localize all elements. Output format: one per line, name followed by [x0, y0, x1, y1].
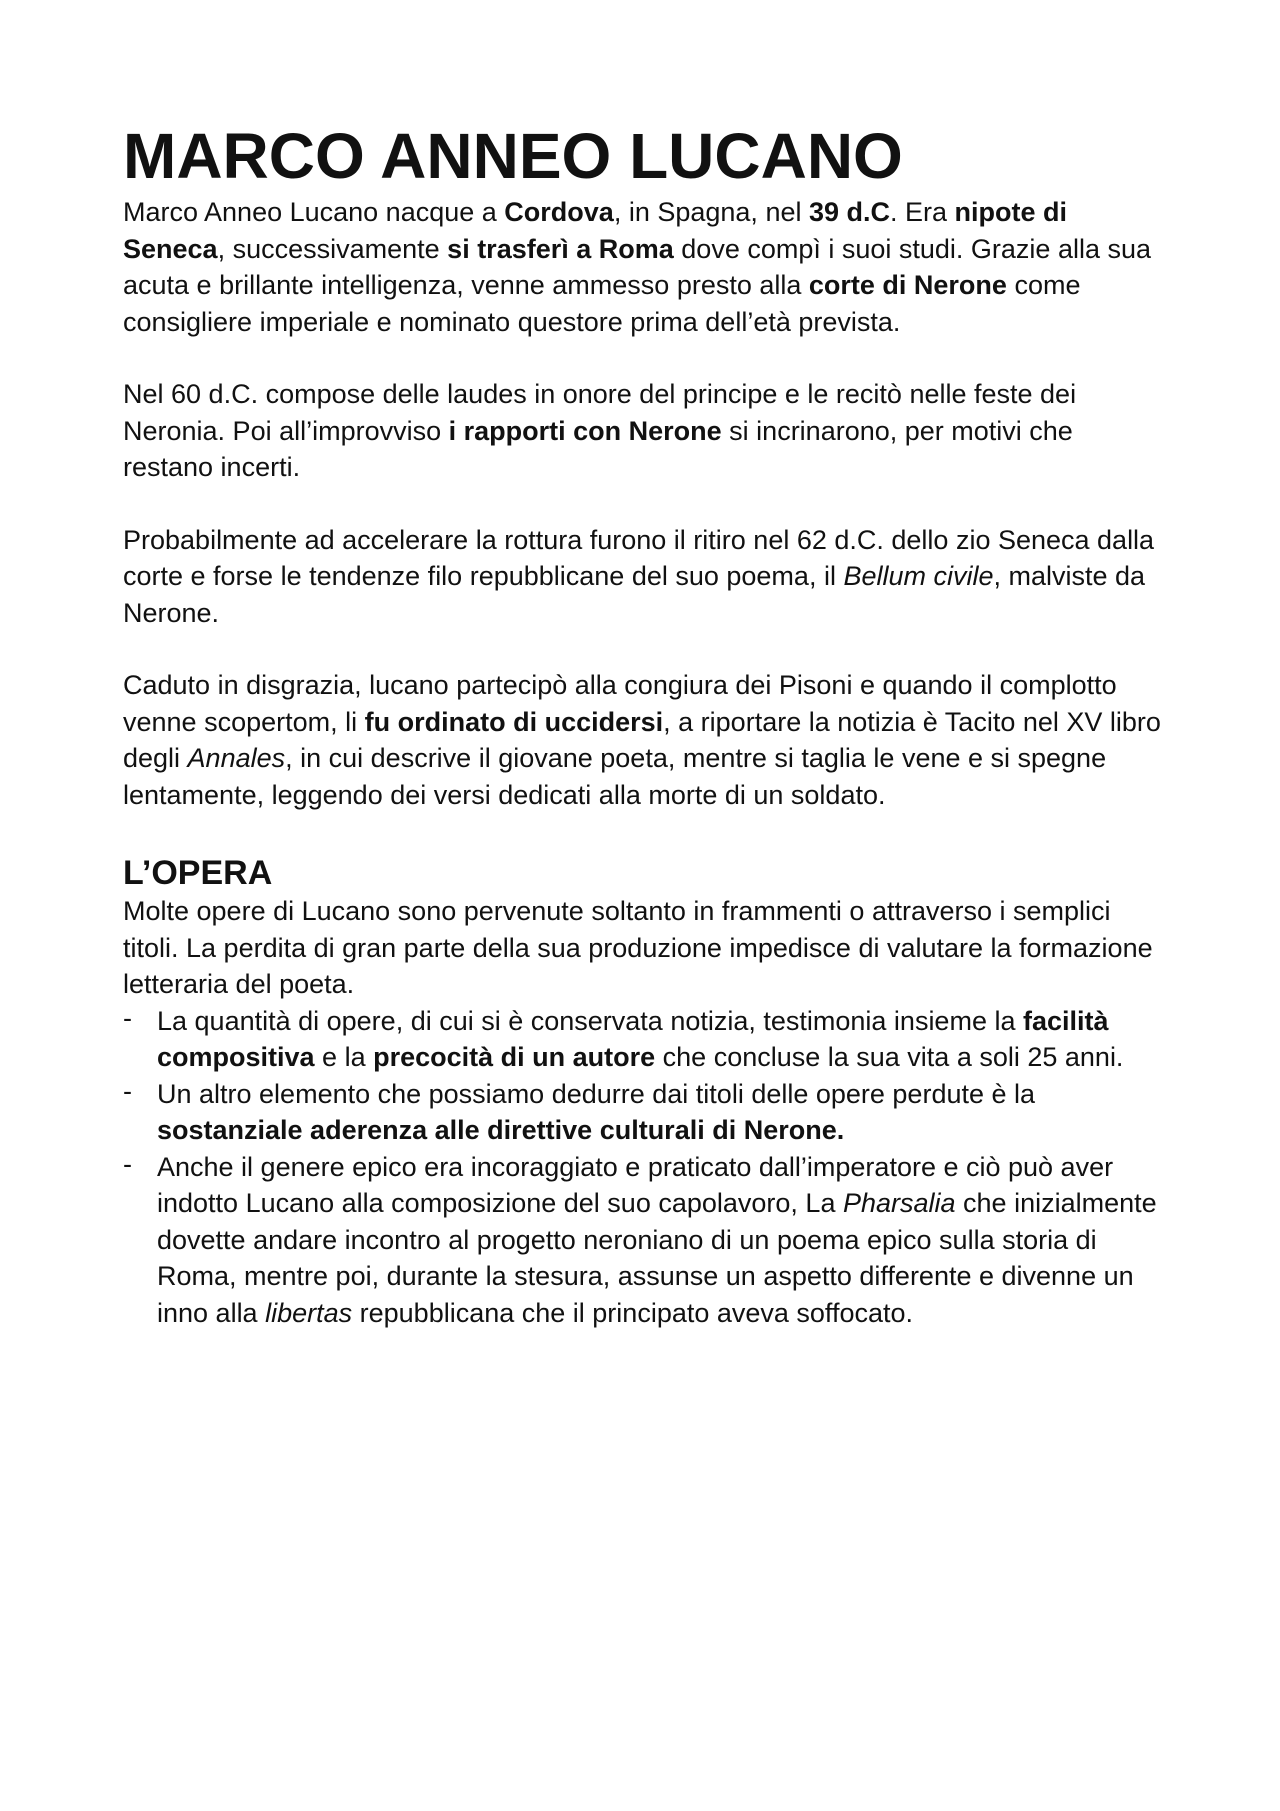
document-page [123, 118, 1163, 1331]
text-run: La quantità di opere, di cui si è conservata notizia, testimonia insieme la [157, 1005, 1023, 1036]
paragraph-neronia [123, 376, 1163, 486]
bold-text: Cordova [504, 197, 614, 227]
bold-text: nipote di Seneca [123, 197, 1068, 264]
paragraph-gap [123, 340, 1163, 376]
text-run: , a riportare la notizia è Tacito nel XV libro degli [123, 706, 1161, 773]
bold-text: precocità di un autore [373, 1042, 656, 1072]
list-item [123, 1076, 1163, 1149]
italic-text: libertas [265, 1297, 353, 1328]
paragraph-gap [123, 631, 1163, 667]
dash-bullet: - [123, 1148, 132, 1179]
bold-text: sostanziale aderenza alle direttive culturali di Nerone. [157, 1115, 845, 1145]
text-run: repubblicana che il principato aveva soffocato. [352, 1297, 913, 1328]
bold-text: si trasferì a Roma [447, 233, 674, 264]
paragraph-rottura [123, 522, 1163, 632]
page-title: MARCO ANNEO LUCANO [123, 120, 903, 192]
text-run: Marco Anneo Lucano nacque a [123, 197, 505, 227]
text-run: , successivamente [217, 233, 448, 264]
bold-text: facilità compositiva [157, 1005, 1109, 1072]
text-run: si incrinarono, per motivi che restano incerti. [123, 415, 1073, 482]
text-run: come consigliere imperiale e nominato questore prima dell’età prevista. [123, 270, 1081, 337]
opera-list [123, 1003, 1163, 1332]
dash-bullet: - [123, 1075, 132, 1106]
text-run: . Era [890, 197, 955, 227]
intro-paragraph [123, 194, 1163, 340]
paragraph-gap [123, 813, 1163, 843]
text-run: Caduto in disgrazia, lucano partecipò alla congiura dei Pisoni e quando il complotto venne scopertom, li [123, 670, 1117, 737]
text-run: dove compì i suoi studi. Grazie alla sua acuta e brillante intelligenza, venne ammesso presto alla [123, 233, 1152, 300]
bold-text: 39 d.C [808, 197, 891, 227]
list-item [123, 1149, 1163, 1332]
dash-bullet: - [123, 1002, 132, 1033]
bold-text: fu ordinato di uccidersi [364, 706, 664, 737]
text-run: Probabilmente ad accelerare la rottura furono il ritiro nel 62 d.C. dello zio Seneca dalla corte e forse le tendenze filo repubblicane del suo poema, il [123, 524, 1155, 591]
text-run: Nel 60 d.C. compose delle laudes in onore del principe e le recitò nelle feste dei Neronia. Poi all’improvviso [123, 379, 1077, 446]
bold-text: corte di Nerone [808, 270, 1007, 300]
text-run: e la [314, 1042, 374, 1072]
italic-text: Pharsalia [842, 1188, 956, 1218]
paragraph-congiura [123, 667, 1163, 813]
text-run: , malviste da Nerone. [123, 561, 1146, 628]
opera-intro-paragraph: Molte opere di Lucano sono pervenute soltanto in frammenti o attraverso i semplici titoli. La perdita di gran parte della sua produzione impedisce di valutare la formazione letteraria del poeta. [123, 896, 1153, 999]
bold-text: i rapporti con Nerone [448, 415, 722, 446]
text-run: Un altro elemento che possiamo dedurre dai titoli delle opere perdute è la [157, 1078, 1036, 1109]
list-item [123, 1003, 1163, 1076]
section-heading-opera: L’OPERA [123, 854, 273, 892]
italic-text: Bellum civile [843, 561, 994, 591]
italic-text: Annales [187, 743, 286, 773]
text-run: , in Spagna, nel [613, 197, 809, 227]
text-run: , in cui descrive il giovane poeta, mentre si taglia le vene e si spegne lentamente, leggendo dei versi dedicati alla morte di un soldato. [123, 743, 1107, 810]
text-run: che concluse la sua vita a soli 25 anni. [655, 1042, 1124, 1072]
text-run: Anche il genere epico era incoraggiato e praticato dall’imperatore e ciò può aver indotto Lucano alla composizione del suo capolavoro, La [157, 1151, 1114, 1218]
text-run: che inizialmente dovette andare incontro al progetto neroniano di un poema epico sulla storia di Roma, mentre poi, durante la stesura, assunse un aspetto differente e divenne un inno alla [157, 1188, 1157, 1328]
paragraph-gap [123, 486, 1163, 522]
